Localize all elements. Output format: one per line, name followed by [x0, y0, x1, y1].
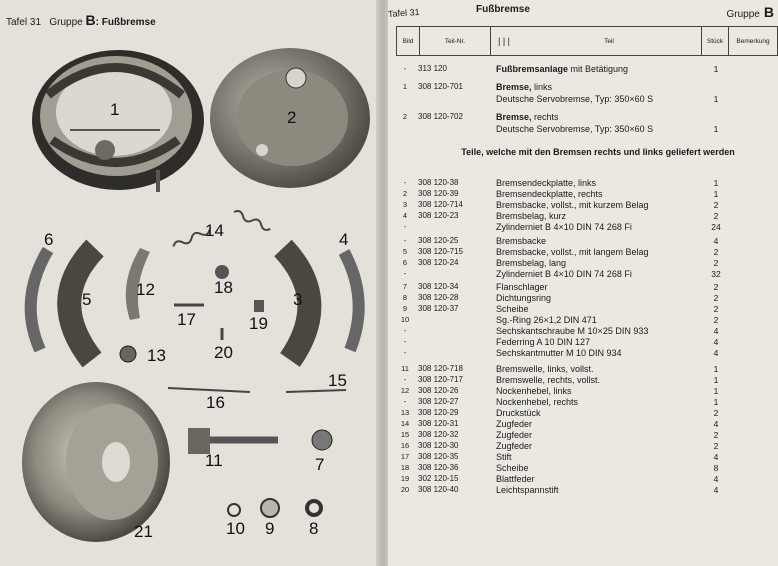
part-9-washer	[261, 499, 279, 517]
row-nr: 308 120-715	[418, 247, 463, 256]
row-st: 2	[713, 304, 719, 314]
table-row	[388, 112, 778, 124]
row-teil-text: rechts	[531, 112, 559, 122]
right-gruppe-word: Gruppe	[726, 9, 760, 20]
callout-16: 16	[206, 393, 225, 412]
row-nr: 308 120-714	[418, 200, 463, 209]
row-teil	[496, 82, 726, 92]
row-teil	[496, 112, 726, 122]
exploded-parts-drawing	[0, 0, 382, 566]
part-1-brake-assembly	[32, 50, 204, 192]
col-bemerkung: Bemerkung	[729, 27, 778, 56]
row-st: 4	[713, 452, 719, 462]
row-bild: -	[403, 326, 407, 335]
callout-19: 19	[249, 314, 268, 333]
row-teil: Bremsbacke, vollst., mit langem Belag	[496, 247, 649, 257]
row-st: 1	[713, 189, 719, 199]
row-teil: Flanschlager	[496, 282, 548, 292]
row-st: 4	[713, 236, 719, 246]
row-bild: 14	[400, 419, 410, 428]
part-16-spring	[168, 388, 250, 392]
table-row	[388, 124, 778, 136]
row-teil-text: links	[531, 82, 553, 92]
row-st: 1	[713, 94, 719, 104]
row-bild: 19	[400, 474, 410, 483]
callout-17: 17	[177, 310, 196, 329]
table-row	[388, 485, 778, 497]
row-bild: 7	[402, 282, 408, 291]
row-bild: -	[403, 222, 407, 231]
row-nr: 308 120-702	[418, 112, 463, 121]
part-21-drum	[22, 382, 170, 542]
right-tafel: Tafel 31	[387, 6, 420, 20]
callout-12: 12	[136, 280, 155, 299]
callout-9: 9	[265, 519, 275, 538]
row-bild: 16	[400, 441, 410, 450]
row-st: 1	[713, 178, 719, 188]
table-row	[388, 82, 778, 94]
row-st: 4	[713, 485, 719, 495]
row-teil: Bremsendeckplatte, links	[496, 178, 597, 188]
row-teil: Zugfeder	[496, 430, 533, 440]
row-st: 2	[713, 408, 719, 418]
row-bild: 4	[402, 211, 408, 220]
row-st: 1	[713, 386, 719, 396]
row-bild: 8	[402, 293, 408, 302]
right-title: Fußbremse	[476, 4, 530, 15]
callout-3: 3	[293, 290, 303, 309]
callout-15: 15	[328, 371, 347, 390]
row-nr: 302 120-15	[418, 474, 459, 483]
row-teil: Scheibe	[496, 463, 529, 473]
row-st: 2	[713, 247, 719, 257]
row-teil: Bremsbelag, lang	[496, 258, 567, 268]
row-teil: Bremswelle, rechts, vollst.	[496, 375, 601, 385]
row-nr: 308 120-27	[418, 397, 459, 406]
row-st: 4	[713, 474, 719, 484]
row-st: 1	[713, 397, 719, 407]
table-row	[388, 348, 778, 360]
callout-4: 4	[339, 230, 349, 249]
row-bild: 2	[402, 112, 408, 121]
callout-21: 21	[134, 522, 153, 541]
left-gruppe-letter: B	[85, 12, 96, 28]
row-nr: 308 120-26	[418, 386, 459, 395]
row-teil: Blattfeder	[496, 474, 535, 484]
row-teil: Federring A 10 DIN 127	[496, 337, 591, 347]
row-bild: -	[403, 269, 407, 278]
row-teil: Zylinderniet B 4×10 DIN 74 268 Fi	[496, 222, 632, 232]
col-teilnr: Teil-Nr.	[420, 27, 491, 56]
row-teil: Leichtspannstift	[496, 485, 559, 495]
row-bild: 15	[400, 430, 410, 439]
row-bild: 1	[402, 82, 408, 91]
row-st: 4	[713, 419, 719, 429]
col-stueck: Stück	[702, 27, 729, 56]
row-teil: Nockenhebel, rechts	[496, 397, 579, 407]
col-mark: | | |	[491, 27, 518, 56]
row-teil: Zugfeder	[496, 441, 533, 451]
row-st: 4	[713, 326, 719, 336]
row-bild: -	[403, 236, 407, 245]
row-bild: 12	[400, 386, 410, 395]
row-teil: Druckstück	[496, 408, 541, 418]
row-teil: Bremsbacke	[496, 236, 547, 246]
row-teil: Stift	[496, 452, 512, 462]
row-bild: 5	[402, 247, 408, 256]
row-bild: 11	[401, 364, 409, 373]
row-teil: Dichtungsring	[496, 293, 552, 303]
col-teil: Teil	[517, 27, 702, 56]
row-st: 2	[713, 315, 719, 325]
callout-11: 11	[205, 451, 223, 470]
row-bild: -	[403, 348, 407, 357]
row-teil	[496, 64, 726, 74]
row-nr: 308 120-29	[418, 408, 459, 417]
row-st: 32	[711, 269, 721, 279]
row-bild: 17	[400, 452, 410, 461]
row-teil: Nockenhebel, links	[496, 386, 572, 396]
row-nr: 308 120-23	[418, 211, 459, 220]
row-bild: 9	[402, 304, 408, 313]
row-teil: Bremswelle, links, vollst.	[496, 364, 594, 374]
row-st: 1	[713, 364, 719, 374]
row-teil: Bremsbacke, vollst., mit kurzem Belag	[496, 200, 649, 210]
left-page	[0, 0, 382, 566]
right-gruppe-letter: B	[763, 4, 774, 20]
section-heading: Teile, welche mit den Bremsen rechts und links geliefert werden	[461, 147, 735, 157]
row-teil-bold: Fußbremsanlage	[496, 64, 569, 74]
row-nr: 308 120-39	[418, 189, 459, 198]
row-nr: 308 120-36	[418, 463, 459, 472]
left-gruppe-word: Gruppe	[49, 17, 83, 28]
table-row	[388, 222, 778, 234]
callout-20: 20	[214, 343, 233, 362]
row-nr: 308 120-701	[418, 82, 463, 91]
row-bild: -	[403, 337, 407, 346]
row-nr: 313 120	[418, 64, 447, 73]
row-bild: -	[403, 64, 407, 73]
row-st: 2	[713, 200, 719, 210]
table-row	[388, 269, 778, 281]
left-title: : Fußbremse	[95, 17, 156, 28]
row-teil-text: Deutsche Servobremse, Typ: 350×60 S	[496, 94, 654, 104]
row-teil	[496, 124, 726, 134]
row-nr: 308 120-717	[418, 375, 463, 384]
row-nr: 308 120-30	[418, 441, 459, 450]
row-nr: 308 120-40	[418, 485, 459, 494]
callout-1: 1	[110, 100, 120, 119]
left-tafel: Tafel 31	[6, 17, 42, 28]
row-st: 1	[713, 64, 719, 74]
row-nr: 308 120-28	[418, 293, 459, 302]
callout-5: 5	[82, 290, 92, 309]
callout-8: 8	[309, 519, 319, 538]
row-st: 2	[713, 293, 719, 303]
row-bild: 2	[402, 189, 408, 198]
part-18-washer	[215, 265, 229, 279]
callout-2: 2	[287, 108, 297, 127]
row-st: 2	[713, 258, 719, 268]
row-nr: 308 120-25	[418, 236, 459, 245]
row-bild: 20	[400, 485, 410, 494]
row-bild: 6	[402, 258, 408, 267]
part-7-flange-bearing	[312, 430, 332, 450]
row-bild: -	[403, 397, 407, 406]
part-14-spring-b	[233, 209, 272, 231]
row-nr: 308 120-37	[418, 304, 459, 313]
callout-10: 10	[226, 519, 245, 538]
row-bild: 3	[402, 200, 408, 209]
row-nr: 308 120-24	[418, 258, 459, 267]
table-row	[388, 94, 778, 106]
row-st: 24	[711, 222, 721, 232]
part-6-lining	[31, 250, 48, 350]
row-teil: Sg.-Ring 26×1,2 DIN 471	[496, 315, 597, 325]
row-nr: 308 120-35	[418, 452, 459, 461]
parts-table-header	[396, 26, 778, 56]
row-st: 2	[713, 441, 719, 451]
row-nr: 308 120-31	[418, 419, 459, 428]
callout-18: 18	[214, 278, 233, 297]
part-8-seal-ring	[307, 501, 321, 515]
row-st: 1	[713, 375, 719, 385]
row-bild: -	[403, 178, 407, 187]
row-st: 4	[713, 337, 719, 347]
row-teil: Scheibe	[496, 304, 529, 314]
row-teil: Bremsbelag, kurz	[496, 211, 567, 221]
row-teil: Zugfeder	[496, 419, 533, 429]
row-teil-text: mit Betätigung	[568, 64, 629, 74]
part-19-leaf-spring	[254, 300, 264, 312]
row-teil: Zylinderniet B 4×10 DIN 74 268 Fi	[496, 269, 632, 279]
col-bild: Bild	[397, 27, 420, 56]
callout-13: 13	[147, 346, 166, 365]
row-teil	[496, 94, 726, 104]
row-nr: 308 120-34	[418, 282, 459, 291]
row-nr: 308 120-38	[418, 178, 459, 187]
row-st: 4	[713, 348, 719, 358]
callout-14: 14	[205, 221, 224, 240]
part-10-circlip	[228, 504, 240, 516]
row-st: 2	[713, 211, 719, 221]
row-nr: 308 120-718	[418, 364, 463, 373]
row-teil: Sechskantschraube M 10×25 DIN 933	[496, 326, 649, 336]
row-st: 2	[713, 430, 719, 440]
row-bild: -	[403, 375, 407, 384]
table-row	[388, 64, 778, 76]
right-page	[388, 0, 778, 566]
row-teil: Bremsendeckplatte, rechts	[496, 189, 603, 199]
row-teil: Sechskantmutter M 10 DIN 934	[496, 348, 622, 358]
right-gruppe	[727, 4, 774, 20]
part-4-lining	[344, 252, 359, 350]
row-teil-bold: Bremse,	[496, 82, 532, 92]
row-teil-bold: Bremse,	[496, 112, 532, 122]
row-teil-text: Deutsche Servobremse, Typ: 350×60 S	[496, 124, 654, 134]
row-bild: 13	[400, 408, 410, 417]
row-st: 2	[713, 282, 719, 292]
callout-7: 7	[315, 455, 325, 474]
callout-6: 6	[44, 230, 54, 249]
row-bild: 18	[400, 463, 410, 472]
part-13-pressure-piece	[120, 346, 136, 362]
row-st: 1	[713, 124, 719, 134]
row-bild: 10	[400, 315, 410, 324]
row-st: 8	[713, 463, 719, 473]
row-nr: 308 120-32	[418, 430, 459, 439]
